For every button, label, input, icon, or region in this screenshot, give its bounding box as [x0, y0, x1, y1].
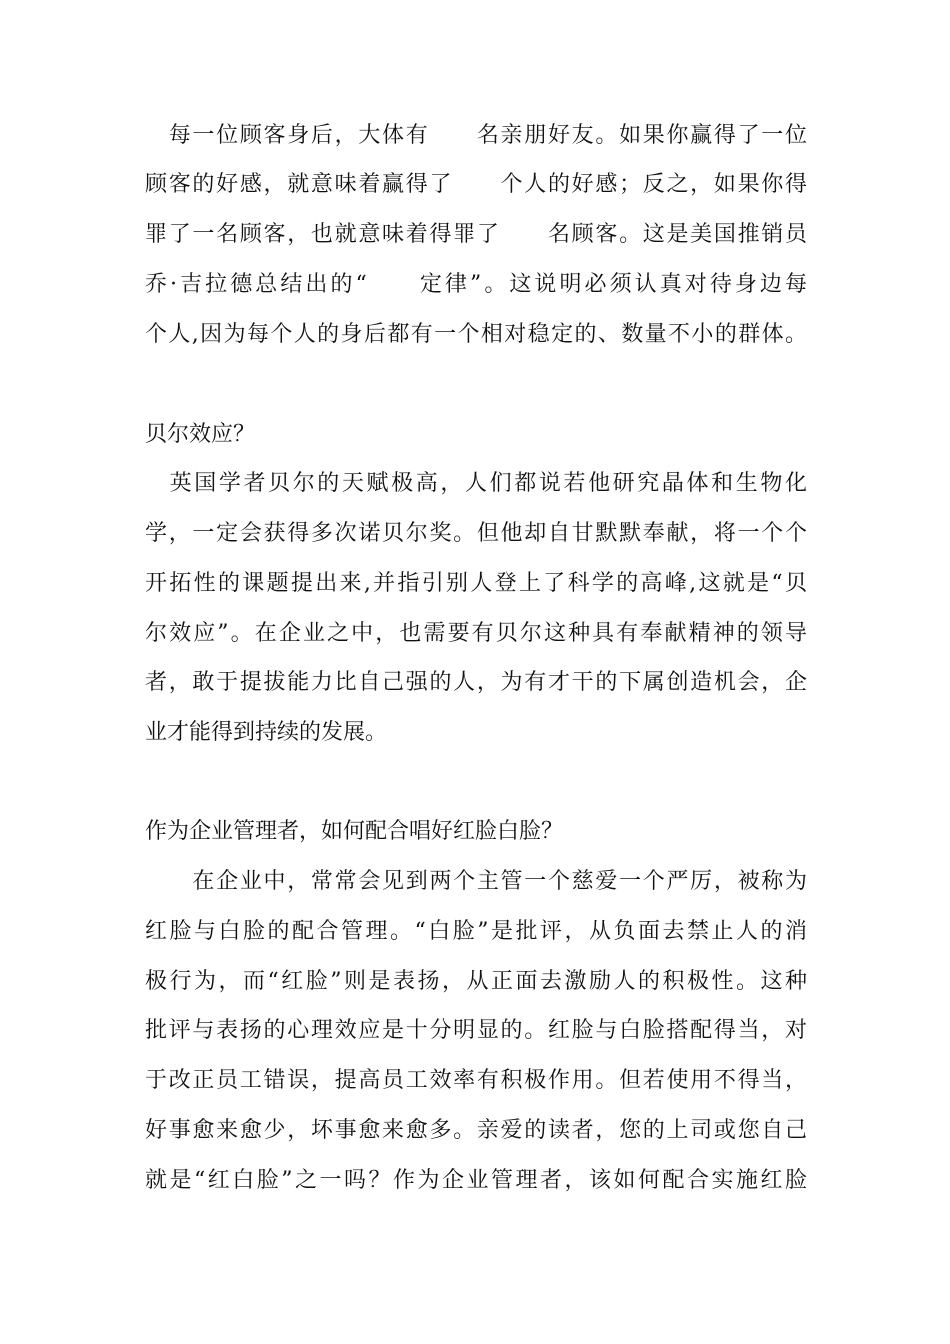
text-line: 者，敢于提拔能力比自己强的人，为有才干的下属创造机会，企	[145, 670, 807, 695]
text-line: 好事愈来愈少，坏事愈来愈多。亲爱的读者，您的上司或您自己	[145, 1118, 807, 1143]
text-line: 极行为，而“红脸”则是表扬，从正面去激励人的积极性。这种	[145, 969, 807, 994]
text-line: 罪了一名顾客，也就意味着得罪了 名顾客。这是美国推销员	[145, 222, 807, 247]
text-line: 英国学者贝尔的天赋极高，人们都说若他研究晶体和生物化	[145, 471, 807, 496]
text-line: 于改正员工错误，提高员工效率有积极作用。但若使用不得当，	[145, 1068, 807, 1093]
text-line: 批评与表扬的心理效应是十分明显的。红脸与白脸搭配得当，对	[145, 1018, 807, 1043]
text-line: 学，一定会获得多次诺贝尔奖。但他却自甘默默奉献，将一个个	[145, 521, 807, 546]
text-line: 尔效应”。在企业之中，也需要有贝尔这种具有奉献精神的领导	[145, 621, 807, 646]
text-line: 个人,因为每个人的身后都有一个相对稳定的、数量不小的群体。	[145, 322, 807, 347]
text-line: 每一位顾客身后，大体有 名亲朋好友。如果你赢得了一位	[145, 123, 807, 148]
text-line: 就是“红白脸”之一吗？作为企业管理者，该如何配合实施红脸	[145, 1168, 807, 1193]
text-line: 顾客的好感，就意味着赢得了 个人的好感；反之，如果你得	[145, 172, 807, 197]
text-line: 开拓性的课题提出来,并指引别人登上了科学的高峰,这就是“贝	[145, 571, 807, 596]
text-line: 业才能得到持续的发展。	[145, 720, 388, 745]
text-line: 红脸与白脸的配合管理。“白脸”是批评，从负面去禁止人的消	[145, 919, 807, 944]
text-line: 在企业中，常常会见到两个主管一个慈爱一个严厉，被称为	[145, 869, 807, 894]
section-heading-red-white-face: 作为企业管理者，如何配合唱好红脸白脸？	[145, 819, 564, 844]
text-line: 乔·吉拉德总结出的“ 定律”。这说明必须认真对待身边每	[145, 272, 807, 297]
section-heading-bell-effect: 贝尔效应？	[145, 422, 256, 447]
